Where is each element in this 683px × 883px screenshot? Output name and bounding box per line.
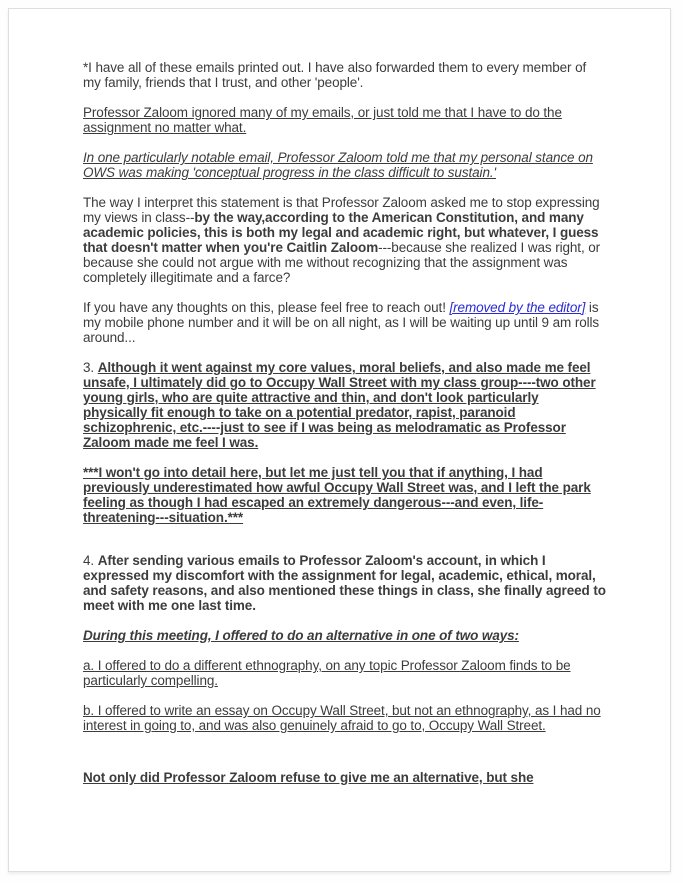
text-run: During this meeting, I offered to do an alternative in one of two ways: xyxy=(83,628,519,643)
text-run: ***I won't go into detail here, but let me just tell you that if anything, I had previously underestimated how awful Occupy Wall Street was, and I left the park feeling as though I had escaped an extremely dangerous---and even, life-threatening---situation.*** xyxy=(83,465,591,525)
text-run: ---because she realized I was right, or because she could not argue with me without recognizing that the assignment was completely illegitimate and a farce? xyxy=(83,240,601,285)
text-run: 4. xyxy=(83,553,98,568)
paragraph xyxy=(83,553,606,613)
text-run: Although it went against my core values, moral beliefs, and also made me feel unsafe, I ultimately did go to Occupy Wall Street with my class group----two other young girls, who are quite attractive and thin, and don't look particularly physically fit enough to take on a potential predator, rapist, paranoid schizophrenic, etc.----just to see if I was being as melodramatic as Professor Zaloom made me feel I was. xyxy=(83,360,596,450)
text-run: 3. xyxy=(83,360,98,375)
paragraph xyxy=(83,770,606,785)
paragraph xyxy=(83,703,606,733)
text-run: If you have any thoughts on this, please feel free to reach out! xyxy=(83,300,450,315)
text-run: Not only did Professor Zaloom refuse to give me an alternative, but she xyxy=(83,770,534,785)
paragraph xyxy=(83,360,606,450)
text-run: is my mobile phone number and it will be on all night, as I will be waiting up until 9 am rolls around... xyxy=(83,300,600,345)
redacted-link[interactable]: [removed by the editor] xyxy=(449,300,586,315)
paragraph xyxy=(83,300,606,345)
text-run: Professor Zaloom ignored many of my emails, or just told me that I have to do the assignment no matter what. xyxy=(83,105,562,135)
document-page xyxy=(8,8,671,872)
paragraph xyxy=(83,465,606,525)
text-run: by the way,according to the American Constitution, and many academic policies, this is both my legal and academic right, but whatever, I guess that doesn't matter when you're Caitlin Zaloom xyxy=(83,210,599,255)
document-body xyxy=(9,9,674,785)
text-run: In one particularly notable email, Professor Zaloom told me that my personal stance on OWS was making 'conceptual progress in the class difficult to sustain.' xyxy=(83,150,593,180)
text-run: b. I offered to write an essay on Occupy Wall Street, but not an ethnography, as I had no interest in going to, and was also genuinely afraid to go to, Occupy Wall Street. xyxy=(83,703,601,733)
text-run: *I have all of these emails printed out. I have also forwarded them to every member of my family, friends that I trust, and other 'people'. xyxy=(83,60,587,90)
text-run: After sending various emails to Professor Zaloom's account, in which I expressed my discomfort with the assignment for legal, academic, ethical, moral, and safety reasons, and also mentioned these things in class, she finally agreed to meet with me one last time. xyxy=(83,553,606,613)
paragraph xyxy=(83,195,606,285)
paragraph xyxy=(83,150,606,180)
text-run: a. I offered to do a different ethnography, on any topic Professor Zaloom finds to be particularly compelling. xyxy=(83,658,571,688)
text-run: The way I interpret this statement is that Professor Zaloom asked me to stop expressing my views in class-- xyxy=(83,195,600,225)
paragraph xyxy=(83,658,606,688)
paragraph xyxy=(83,628,606,643)
paragraph xyxy=(83,105,606,135)
paragraph xyxy=(83,60,606,90)
